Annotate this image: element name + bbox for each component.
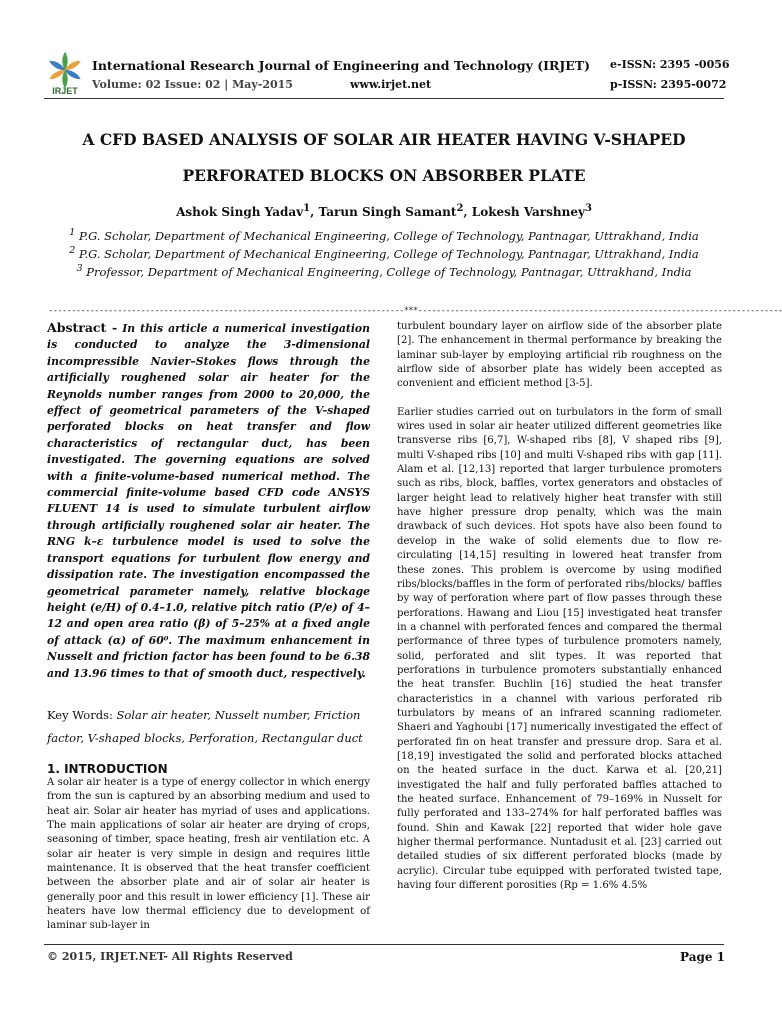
keywords bbox=[47, 704, 370, 750]
p-issn: p-ISSN: 2395-0072 bbox=[610, 78, 727, 91]
affiliation: $^3$ Professor, Department of Mechanical Engineering, College of Technology, Pantnagar, Uttrakhand, India bbox=[76, 263, 692, 279]
svg-text:IRJET: IRJET bbox=[52, 86, 78, 96]
author-name: Tarun Singh Samant bbox=[318, 205, 457, 219]
footer-divider bbox=[44, 944, 724, 945]
abstract-label: Abstract - bbox=[47, 320, 118, 335]
abstract bbox=[47, 320, 370, 682]
intro-paragraph: Earlier studies carried out on turbulators in the form of small wires used in solar air heater utilized different geometries like transverse ribs [6,7], W-shaped ribs [8], V shaped ribs [9], multi V-shaped ribs [10] and multi V-shaped ribs with gap [11]. Alam et al. [12,13] reported that larger turbulence promoters such as ribs, block, baffles, vortex generators and obstacles of larger height lead to relatively higher heat transfer with still have higher pressure drop penalty, which was the main drawback of such devices. Hot spots have also been found to develop in the wake of solid elements due to flow re-circulating [14,15] resulting in lowered heat transfer from these zones. This problem is overcome by using modified ribs/blocks/baffles in the form of perforated ribs/blocks/ baffles by way of perforation where part of flow passes through these perforations. Hawang and Liou [15] investigated heat transfer in a channel with perforated fences and compared the thermal performance of three types of turbulence promoters namely, solid, perforated and slit types. It was reported that perforations in turbulence promoters substantially enhanced the heat transfer. Buchlin [16] studied the heat transfer characteristics in a channel with various perforated rib turbulators by means of an infrared scanning radiometer. Shaeri and Yaghoubi [17] numerically investigated the effect of perforated fin on heat transfer and pressure drop. Sara et al. [18,19] investigated the solid and perforated blocks attached on the heated surface in the duct. Karwa et al. [20,21] investigated the half and fully perforated baffles attached to the heated surface. Enhancement of 79–169% in Nusselt for fully perforated and 133–274% for half perforated baffles was found. Shin and Kawak [22] reported that wider hole gave higher thermal performance. Nuntadusit et al. [23] carried out detailed studies of six different perforated blocks (made by acrylic). Circular tube equipped with perforated twisted tape, having four different porosities (Rp = 1.6% 4.5% bbox=[397, 406, 722, 892]
header-divider bbox=[44, 98, 724, 99]
left-column bbox=[47, 320, 370, 934]
right-column bbox=[397, 320, 722, 893]
intro-paragraph: turbulent boundary layer on airflow side of the absorber plate [2]. The enhancement in thermal performance by breaking the laminar sub-layer by employing artificial rib roughness on the airflow side of absorber plate has widely been accepted as convenient and efficient method [3-5]. bbox=[397, 321, 722, 390]
keywords-text: Solar air heater, Nusselt number, Friction factor, V-shaped blocks, Perforation, Rectangular duct bbox=[47, 707, 363, 745]
author-name: Ashok Singh Yadav bbox=[176, 205, 304, 219]
author-name: Lokesh Varshney bbox=[471, 205, 585, 219]
volume-info: Volume: 02 Issue: 02 | May-2015 bbox=[92, 78, 293, 91]
abstract-text: In this article a numerical investigation is conducted to analyze the 3-dimensional incompressible Navier–Stokes flows through the artificially roughened solar air heater for the Reynolds number ranges from 2000 to 20,000, the effect of geometrical parameters of the V-shaped perforated blocks on heat transfer and flow characteristics of rectangular duct, has been investigated. The governing equations are solved with a finite-volume-based numerical method. The commercial finite-volume based CFD code ANSYS FLUENT 14 is used to simulate turbulent airflow through artificially roughened solar air heater. The RNG k–ε turbulence model is used to solve the transport equations for turbulent flow energy and dissipation rate. The investigation encompassed the geometrical parameter namely, relative blockage height (e/H) of 0.4–1.0, relative pitch ratio (P/e) of 4–12 and open area ratio (β) of 5–25% at a fixed angle of attack (α) of 60⁰. The maximum enhancement in Nusselt and friction factor has been found to be 6.38 and 13.96 times to that of smooth duct, respectively. bbox=[47, 322, 370, 680]
e-issn: e-ISSN: 2395 -0056 bbox=[610, 58, 730, 71]
journal-website[interactable]: www.irjet.net bbox=[350, 78, 432, 91]
page-number: Page 1 bbox=[680, 950, 726, 964]
irjet-logo bbox=[44, 50, 86, 96]
affiliation: $^2$ P.G. Scholar, Department of Mechanical Engineering, College of Technology, Pantnagar, Uttrakhand, India bbox=[69, 245, 699, 261]
affiliation: $^1$ P.G. Scholar, Department of Mechanical Engineering, College of Technology, Pantnagar, Uttrakhand, India bbox=[69, 227, 699, 243]
paper-title: A CFD BASED ANALYSIS OF SOLAR AIR HEATER HAVING V-SHAPED PERFORATED BLOCKS ON ABSORBER PLATE bbox=[82, 130, 686, 185]
journal-name: International Research Journal of Engineering and Technology (IRJET) bbox=[92, 58, 591, 73]
section-separator: -----------------------------------------------------------------------------***------------------------------------------------------------------------------- bbox=[48, 306, 782, 316]
intro-paragraph: A solar air heater is a type of energy collector in which energy from the sun is captured by an absorbing medium and used to heat air. Solar air heater has myriad of uses and applications. The main applications of solar air heater are drying of crops, seasoning of timber, space heating, fresh air ventilation etc. A solar air heater is very simple in design and requires little maintenance. It is observed that the heat transfer coefficient between the absorber plate and air of solar air heater is generally poor and this result in lower efficiency [1]. These air heaters have low thermal efficiency due to development of laminar sub-layer in bbox=[47, 776, 370, 932]
copyright: © 2015, IRJET.NET- All Rights Reserved bbox=[47, 950, 293, 963]
section-heading: 1. INTRODUCTION bbox=[47, 761, 168, 776]
keywords-label: Key Words: bbox=[47, 707, 113, 722]
author-list: Ashok Singh Yadav$^1$, Tarun Singh Samant$^2$, Lokesh Varshney$^3$ bbox=[176, 203, 592, 219]
